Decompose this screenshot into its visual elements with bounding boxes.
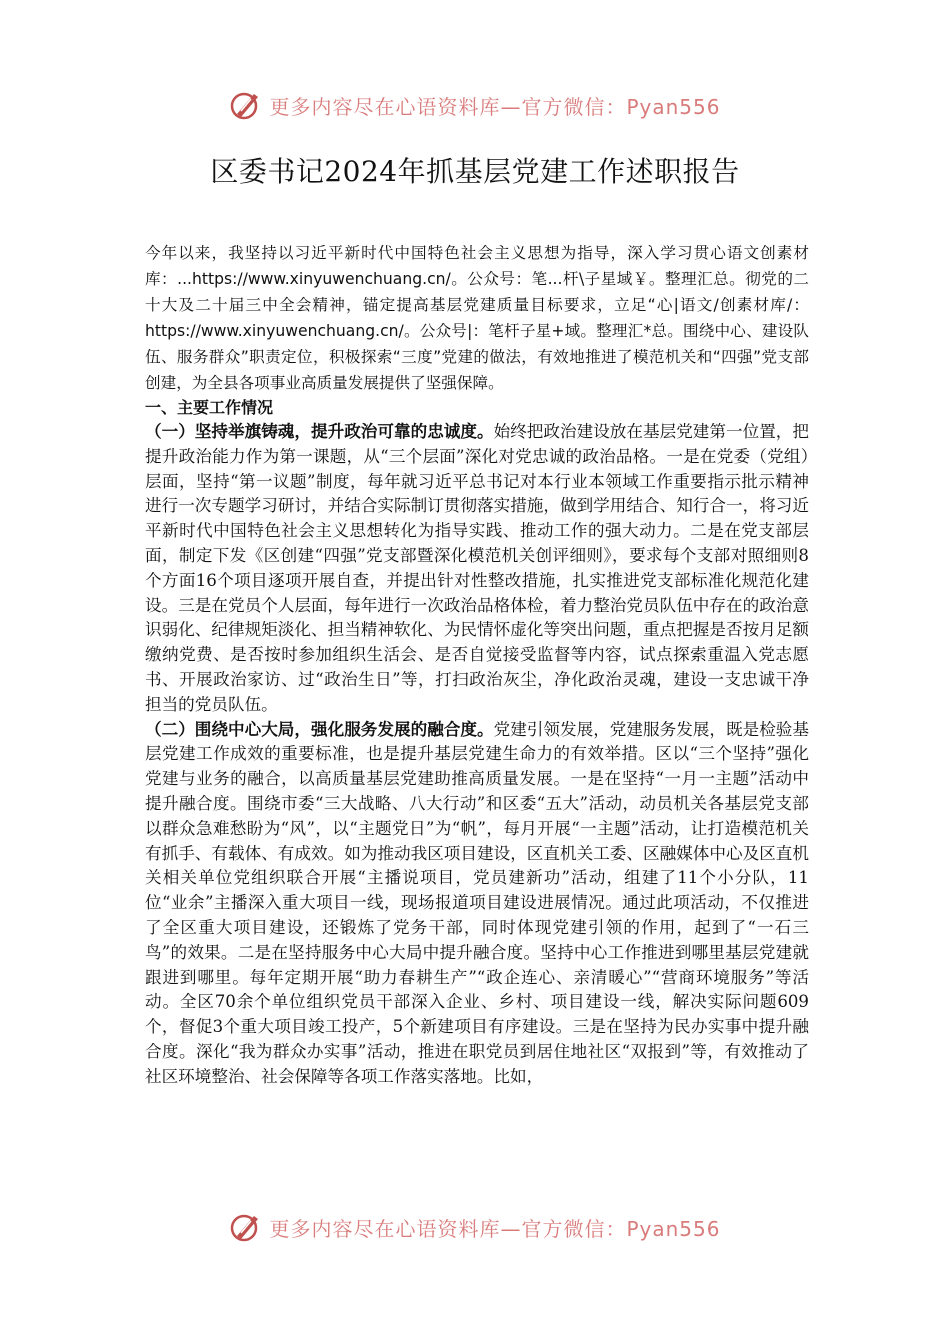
intro-paragraph: 今年以来，我坚持以习近平新时代中国特色社会主义思想为指导，深入学习贯心语文创素材库：...https://www.xinyuwenchuang.cn/。公众号：笔...杆\子星域￥。整理汇总。彻党的二十大及二十届三中全会精神，锚定提高基层党建质量目标要求，立足“心|语文/创素材库/：https://www.xinyuwenchuang.cn/。公众号|：笔杆子星+域。整理汇*总。围绕中心、建设队伍、服务群众”职责定位，积极探索“三度”党建的做法，有效地推进了模范机关和“四强”党支部创建，为全县各项事业高质量发展提供了坚强保障。: [145, 244, 809, 392]
pen-circle-logo-icon: [229, 88, 263, 122]
header-watermark-banner: [0, 85, 950, 125]
paragraph-2-lead: （二）围绕中心大局，强化服务发展的融合度。: [145, 719, 494, 739]
watermark-text: 更多内容尽在心语资料库—官方微信：Pyan556: [269, 94, 721, 119]
document-body: [145, 240, 809, 1090]
paragraph-1-body: 始终把政治建设放在基层党建第一位置，把提升政治能力作为第一课题，从“三个层面”深化对党忠诚的政治品格。一是在党委（党组）层面，坚持“第一议题”制度，每年就习近平总书记对本行业本领域工作重要指示批示精神进行一次专题学习研讨，并结合实际制订贯彻落实措施，做到学用结合、知行合一，将习近平新时代中国特色社会主义思想转化为指导实践、推动工作的强大动力。二是在党支部层面，制定下发《区创建“四强”党支部暨深化模范机关创评细则》，要求每个支部对照细则8个方面16个项目逐项开展自查，并提出针对性整改措施，扎实推进党支部标准化规范化建设。三是在党员个人层面，每年进行一次政治品格体检，着力整治党员队伍中存在的政治意识弱化、纪律规矩淡化、担当精神软化、为民情怀虚化等突出问题，重点把握是否按月足额缴纳党费、是否按时参加组织生活会、是否自觉接受监督等内容，试点探索重温入党志愿书、开展政治家访、过“政治生日”等，打扫政治灰尘，净化政治灵魂，建设一支忠诚干净担当的党员队伍。: [145, 422, 810, 714]
paragraph-1: [145, 420, 809, 718]
section-heading: 一、主要工作情况: [145, 398, 274, 417]
paragraph-2-body: 党建引领发展，党建服务发展，既是检验基层党建工作成效的重要标准，也是提升基层党建生命力的有效举措。区以“三个坚持”强化党建与业务的融合，以高质量基层党建助推高质量发展。一是在坚持“一月一主题”活动中提升融合度。围绕市委“三大战略、八大行动”和区委“五大”活动，动员机关各基层党支部以群众急难愁盼为“风”，以“主题党日”为“帆”，每月开展“一主题”活动，让打造模范机关有抓手、有载体、有成效。如为推动我区项目建设，区直机关工委、区融媒体中心及区直机关相关单位党组织联合开展“主播说项目，党员建新功”活动，组建了11个小分队，11位“业余”主播深入重大项目一线，现场报道项目建设进展情况。通过此项活动，不仅推进了全区重大项目建设，还锻炼了党务干部，同时体现党建引领的作用，起到了“一石三鸟”的效果。二是在坚持服务中心大局中提升融合度。坚持中心工作推进到哪里基层党建就跟进到哪里。每年定期开展“助力春耕生产”“政企连心、亲清暖心”“营商环境服务”等活动。全区70余个单位组织党员干部深入企业、乡村、项目建设一线，解决实际问题609个，督促3个重大项目竣工投产，5个新建项目有序建设。三是在坚持为民办实事中提升融合度。深化“我为群众办实事”活动，推进在职党员到居住地社区“双报到”等，有效推动了社区环境整治、社会保障等各项工作落实落地。比如，: [145, 719, 810, 1086]
page-title: 区委书记2024年抓基层党建工作述职报告: [210, 155, 740, 188]
watermark-text: 更多内容尽在心语资料库—官方微信：Pyan556: [269, 1216, 721, 1241]
footer-watermark-banner: [0, 1207, 950, 1247]
pen-circle-logo-icon: [229, 1210, 263, 1244]
paragraph-2: [145, 718, 809, 1090]
paragraph-1-lead: （一）坚持举旗铸魂，提升政治可靠的忠诚度。: [145, 422, 494, 441]
